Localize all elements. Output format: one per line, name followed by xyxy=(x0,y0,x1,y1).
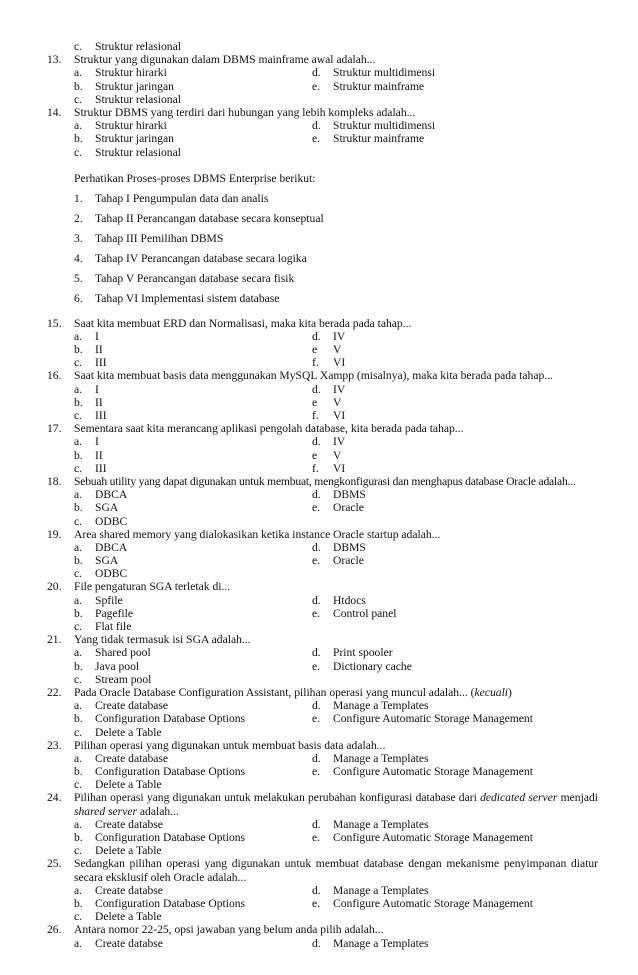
option-e: e. Configure Automatic Storage Management xyxy=(312,831,533,845)
step-item: 5. Tahap V Perancangan database secara fisik xyxy=(74,271,295,285)
option-e: e. Configure Automatic Storage Management xyxy=(312,897,533,910)
option-a: a. I xyxy=(74,329,99,343)
option-row xyxy=(0,449,638,462)
question-number: 26. xyxy=(47,923,62,937)
question-number: 19. xyxy=(47,527,62,541)
option-row xyxy=(0,396,638,409)
option-row xyxy=(0,383,638,396)
option-row xyxy=(0,660,638,673)
option-b: b. Configuration Database Options xyxy=(74,831,246,845)
question-number: 24. xyxy=(47,791,62,805)
process-steps xyxy=(0,189,638,309)
option-b: b. Configuration Database Options xyxy=(74,765,246,779)
option-e: e. Oracle xyxy=(312,501,364,515)
option-row xyxy=(0,343,638,356)
option-a: a. Create databse xyxy=(74,817,163,831)
option-a: a. DBCA xyxy=(74,540,128,554)
option-b: b. SGA xyxy=(74,554,119,568)
question-19 xyxy=(0,528,638,541)
option-row xyxy=(0,937,638,950)
question-number: 13. xyxy=(47,53,62,67)
option-d: d. Struktur multidimensi xyxy=(312,66,436,80)
question-text: Saat kita membuat basis data menggunakan MySQL Xampp (misalnya), maka kita berada pada tahap... xyxy=(74,369,553,383)
option-d: d. Manage a Templates xyxy=(312,883,429,897)
option-row xyxy=(0,40,638,53)
option-row xyxy=(0,752,638,765)
exam-document xyxy=(0,40,638,950)
option-a: a. I xyxy=(74,382,99,396)
question-17 xyxy=(0,422,638,435)
step-item: 3. Tahap III Pemilihan DBMS xyxy=(74,231,224,245)
option-b: b. II xyxy=(74,448,103,462)
option-e: e V xyxy=(312,395,342,409)
option-row xyxy=(0,515,638,528)
question-text: Struktur DBMS yang terdiri dari hubungan yang lebih kompleks adalah... xyxy=(74,105,416,119)
option-e: e. Struktur mainframe xyxy=(312,132,425,146)
step-item: 6. Tahap VI Implementasi sistem database xyxy=(74,291,280,305)
question-text: Pilihan operasi yang digunakan untuk membuat basis data adalah... xyxy=(74,738,386,752)
option-b: b. Configuration Database Options xyxy=(74,897,246,910)
option-row xyxy=(0,330,638,343)
option-row xyxy=(0,607,638,620)
option-c: c. Flat file xyxy=(74,620,132,633)
process-intro: Perhatikan Proses-proses DBMS Enterprise berikut: xyxy=(74,171,316,185)
option-b: b. Java pool xyxy=(74,659,140,673)
option-row xyxy=(0,897,638,910)
option-f: f. VI xyxy=(312,461,346,475)
option-row xyxy=(0,435,638,448)
question-text: Struktur yang digunakan dalam DBMS mainframe awal adalah... xyxy=(74,53,376,67)
option-row xyxy=(0,594,638,607)
question-number: 15. xyxy=(47,316,62,330)
option-c: c. Delete a Table xyxy=(74,725,162,739)
option-row xyxy=(0,501,638,514)
option-b: b. SGA xyxy=(74,501,119,515)
option-row xyxy=(0,93,638,106)
question-number: 16. xyxy=(47,369,62,383)
option-row xyxy=(0,554,638,567)
option-c: c. III xyxy=(74,409,107,422)
option-c: c. III xyxy=(74,356,107,370)
option-b: b. Configuration Database Options xyxy=(74,712,246,726)
question-25 xyxy=(0,857,638,883)
option-c: c. Stream pool xyxy=(74,672,152,686)
option-row xyxy=(0,132,638,145)
question-text: Antara nomor 22-25, opsi jawaban yang belum anda pilih adalah... xyxy=(74,923,384,937)
option-b: b. Struktur jaringan xyxy=(74,79,174,93)
question-number: 14. xyxy=(47,105,62,119)
option-row xyxy=(0,541,638,554)
option-a: a. Shared pool xyxy=(74,646,151,660)
option-b: b. II xyxy=(74,343,103,357)
option-c: c. ODBC xyxy=(74,514,128,528)
option-row xyxy=(0,884,638,897)
option-row xyxy=(0,409,638,422)
option-row xyxy=(0,646,638,659)
question-number: 17. xyxy=(47,422,62,436)
question-number: 23. xyxy=(47,738,62,752)
option-row xyxy=(0,831,638,844)
option-a: a. Create database xyxy=(74,699,169,713)
question-24 xyxy=(0,791,638,817)
option-row xyxy=(0,844,638,857)
question-number: 18. xyxy=(47,474,62,488)
option-a: a. I xyxy=(74,435,99,449)
option-e: e. Dictionary cache xyxy=(312,659,412,673)
question-18 xyxy=(0,475,638,488)
option-f: f. VI xyxy=(312,409,346,422)
option-e: e V xyxy=(312,448,342,462)
question-number: 21. xyxy=(47,633,62,647)
option-d: d. IV xyxy=(312,435,346,449)
option-a: a. Create database xyxy=(74,751,169,765)
question-number: 22. xyxy=(47,685,62,699)
option-d: d. Manage a Templates xyxy=(312,699,429,713)
option-c: c. Struktur relasional xyxy=(74,92,181,106)
question-text: Saat kita membuat ERD dan Normalisasi, maka kita berada pada tahap... xyxy=(74,316,412,330)
option-c: c. III xyxy=(74,461,107,475)
option-row xyxy=(0,712,638,725)
option-row xyxy=(0,356,638,369)
option-row xyxy=(0,567,638,580)
option-d: d. IV xyxy=(312,329,346,343)
question-26 xyxy=(0,923,638,936)
option-e: e. Oracle xyxy=(312,554,364,568)
option-e: e. Struktur mainframe xyxy=(312,79,425,93)
question-14 xyxy=(0,106,638,119)
option-a: a. Create databse xyxy=(74,883,163,897)
step-item: 2. Tahap II Perancangan database secara konseptual xyxy=(74,211,324,225)
question-text: Pada Oracle Database Configuration Assistant, pilihan operasi yang muncul adalah... (kecuali) xyxy=(74,685,512,699)
option-d: d. DBMS xyxy=(312,540,366,554)
question-22 xyxy=(0,686,638,699)
question-text: File pengaturan SGA terletak di... xyxy=(74,580,231,594)
question-text: Sedangkan pilihan operasi yang digunakan untuk membuat database dengan mekanisme penyimpanan diatur secara eksklusif oleh Oracle adalah... xyxy=(74,857,598,884)
option-row xyxy=(0,699,638,712)
option-row xyxy=(0,119,638,132)
question-number: 20. xyxy=(47,580,62,594)
option-a: a. Struktur hirarki xyxy=(74,66,167,80)
option-f: f. VI xyxy=(312,356,346,370)
option-b: b. Struktur jaringan xyxy=(74,132,174,146)
question-text: Sebuah utility yang dapat digunakan untuk membuat, mengkonfigurasi dan menghapus database Oracle adalah... xyxy=(74,474,576,488)
question-15 xyxy=(0,317,638,330)
option-b: b. II xyxy=(74,395,103,409)
question-21 xyxy=(0,633,638,646)
option-d: d. Manage a Templates xyxy=(312,751,429,765)
step-item: 4. Tahap IV Perancangan database secara logika xyxy=(74,251,307,265)
option-d: d. Manage a Templates xyxy=(312,817,429,831)
option-row xyxy=(0,778,638,791)
option-e: e V xyxy=(312,343,342,357)
question-text: Sementara saat kita merancang aplikasi pengolah database, kita berada pada tahap... xyxy=(74,422,464,436)
question-16 xyxy=(0,369,638,382)
option-row xyxy=(0,673,638,686)
option-row xyxy=(0,146,638,159)
option-e: e. Configure Automatic Storage Management xyxy=(312,765,533,779)
option-row xyxy=(0,726,638,739)
option-d: d. Htdocs xyxy=(312,593,366,607)
question-20 xyxy=(0,580,638,593)
option-e: e. Configure Automatic Storage Management xyxy=(312,712,533,726)
option-b: b. Pagefile xyxy=(74,606,133,620)
option-d: d. Struktur multidimensi xyxy=(312,119,436,133)
option-row xyxy=(0,80,638,93)
option-c: c. Struktur relasional xyxy=(74,145,181,159)
question-text: Area shared memory yang dialokasikan ketika instance Oracle startup adalah... xyxy=(74,527,441,541)
question-text: Yang tidak termasuk isi SGA adalah... xyxy=(74,633,251,647)
option-e: e. Control panel xyxy=(312,606,397,620)
option-a: a. DBCA xyxy=(74,488,128,502)
option-c: c. ODBC xyxy=(74,567,128,581)
option-c: c. Delete a Table xyxy=(74,910,162,924)
option-d: d. DBMS xyxy=(312,488,366,502)
option-row xyxy=(0,910,638,923)
option-row xyxy=(0,818,638,831)
option-a: a. Struktur hirarki xyxy=(74,119,167,133)
step-item: 1. Tahap I Pengumpulan data dan analis xyxy=(74,191,269,205)
question-13 xyxy=(0,53,638,66)
question-23 xyxy=(0,739,638,752)
option-row xyxy=(0,765,638,778)
option-d: d. Print spooler xyxy=(312,646,393,660)
question-number: 25. xyxy=(47,857,62,871)
option-a: a. Create databse xyxy=(74,936,163,950)
question-text: Pilihan operasi yang digunakan untuk melakukan perubahan konfigurasi database dari dedicated server menjadi shared server adalah... xyxy=(74,791,598,818)
option-c: c. Delete a Table xyxy=(74,778,162,792)
option-d: d. Manage a Templates xyxy=(312,936,429,950)
option-c: c. Struktur relasional xyxy=(74,40,181,53)
option-row xyxy=(0,462,638,475)
option-row xyxy=(0,488,638,501)
option-row xyxy=(0,620,638,633)
option-c: c. Delete a Table xyxy=(74,844,162,858)
option-a: a. Spfile xyxy=(74,593,123,607)
option-row xyxy=(0,66,638,79)
option-d: d. IV xyxy=(312,382,346,396)
